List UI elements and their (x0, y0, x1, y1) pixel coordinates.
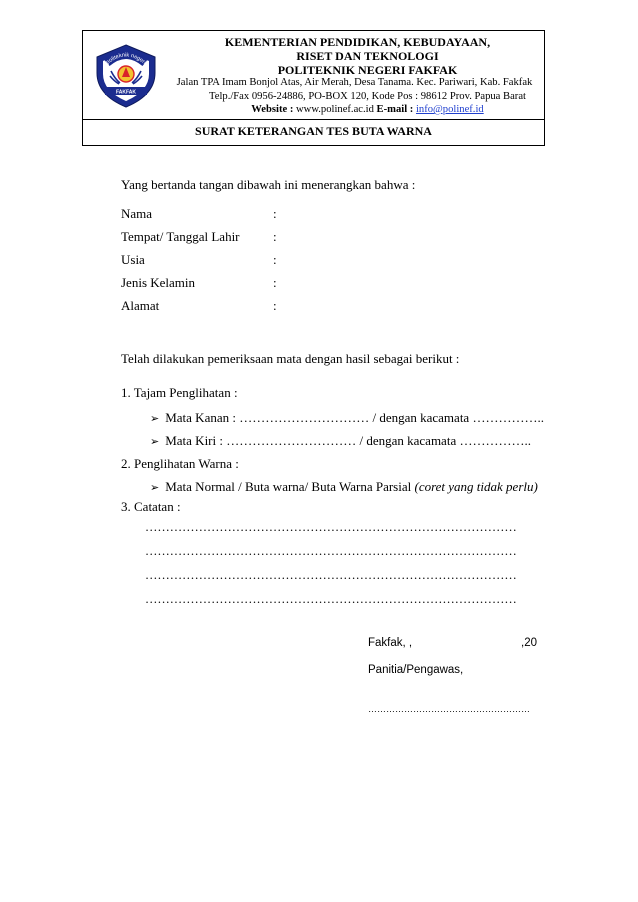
signature-role: Panitia/Pengawas, (368, 664, 464, 676)
field-label-nama: Nama (121, 206, 153, 221)
signature-line: ……………………………………………… (368, 704, 530, 714)
website-value[interactable]: www.polinef.ac.id (296, 104, 374, 115)
arrow-bullet-icon: ➢ (150, 436, 160, 448)
catatan-line-1: ……………………………………………………………………………… (145, 520, 517, 534)
mata-kiri-text: Mata Kiri : ………………………… / dengan kacamata …………….. (165, 433, 531, 448)
field-label-jenis-kelamin: Jenis Kelamin (121, 275, 196, 290)
email-link[interactable]: info@polinef.id (415, 104, 484, 115)
arrow-bullet-icon: ➢ (150, 482, 160, 494)
field-colon-nama: : (273, 206, 277, 221)
catatan-line-2: ……………………………………………………………………………… (145, 544, 517, 558)
exam-intro-text: Telah dilakukan pemeriksaan mata dengan hasil sebagai berikut : (121, 351, 460, 366)
item-tajam-penglihatan: 1. Tajam Penglihatan : (121, 385, 238, 400)
catatan-line-3: ……………………………………………………………………………… (145, 568, 517, 582)
warna-note-text: (coret yang tidak perlu) (414, 479, 538, 494)
document-title: SURAT KETERANGAN TES BUTA WARNA (195, 124, 432, 138)
mata-kiri-row (150, 434, 531, 448)
signature-year: ,20 (521, 637, 537, 649)
field-label-ttl: Tempat/ Tanggal Lahir (121, 229, 240, 244)
ministry-name: KEMENTERIAN PENDIDIKAN, KEBUDAYAAN, (224, 35, 491, 49)
header-divider (83, 119, 544, 120)
institution-name: POLITEKNIK NEGERI FAKFAK (277, 63, 458, 77)
field-colon-jenis-kelamin: : (273, 275, 277, 290)
item-penglihatan-warna: 2. Penglihatan Warna : (121, 456, 239, 471)
arrow-bullet-icon: ➢ (150, 413, 160, 425)
email-label: E-mail : (376, 104, 414, 115)
mata-kanan-text: Mata Kanan : ………………………… / dengan kacamata …………….. (165, 410, 544, 425)
catatan-line-4: ……………………………………………………………………………… (145, 592, 517, 606)
logo-bottom-text: FAKFAK (116, 89, 136, 96)
intro-text: Yang bertanda tangan dibawah ini menerangkan bahwa : (121, 177, 416, 192)
mata-kanan-row (150, 411, 544, 425)
website-label: Website : (251, 104, 294, 115)
field-colon-alamat: : (273, 298, 277, 313)
ministry-name-cont: RISET DAN TEKNOLOGI (296, 49, 439, 63)
logo-arc-text: politeknik negeri (105, 52, 147, 66)
field-label-usia: Usia (121, 252, 145, 267)
field-colon-ttl: : (273, 229, 277, 244)
contact-line (193, 105, 542, 116)
polinef-logo-icon (93, 43, 159, 109)
warna-options-text: Mata Normal / Buta warna/ Buta Warna Parsial (165, 479, 415, 494)
letterhead (82, 30, 545, 146)
penglihatan-warna-row (150, 480, 538, 494)
field-colon-usia: : (273, 252, 277, 267)
item-catatan: 3. Catatan : (121, 499, 181, 514)
institution-phone: Telp./Fax 0956-24886, PO-BOX 120, Kode Pos : 98612 Prov. Papua Barat (209, 91, 526, 102)
field-label-alamat: Alamat (121, 298, 160, 313)
signature-place-date: Fakfak, , (368, 637, 413, 649)
institution-address: Jalan TPA Imam Bonjol Atas, Air Merah, Desa Tanama. Kec. Pariwari, Kab. Fakfak (176, 77, 533, 88)
